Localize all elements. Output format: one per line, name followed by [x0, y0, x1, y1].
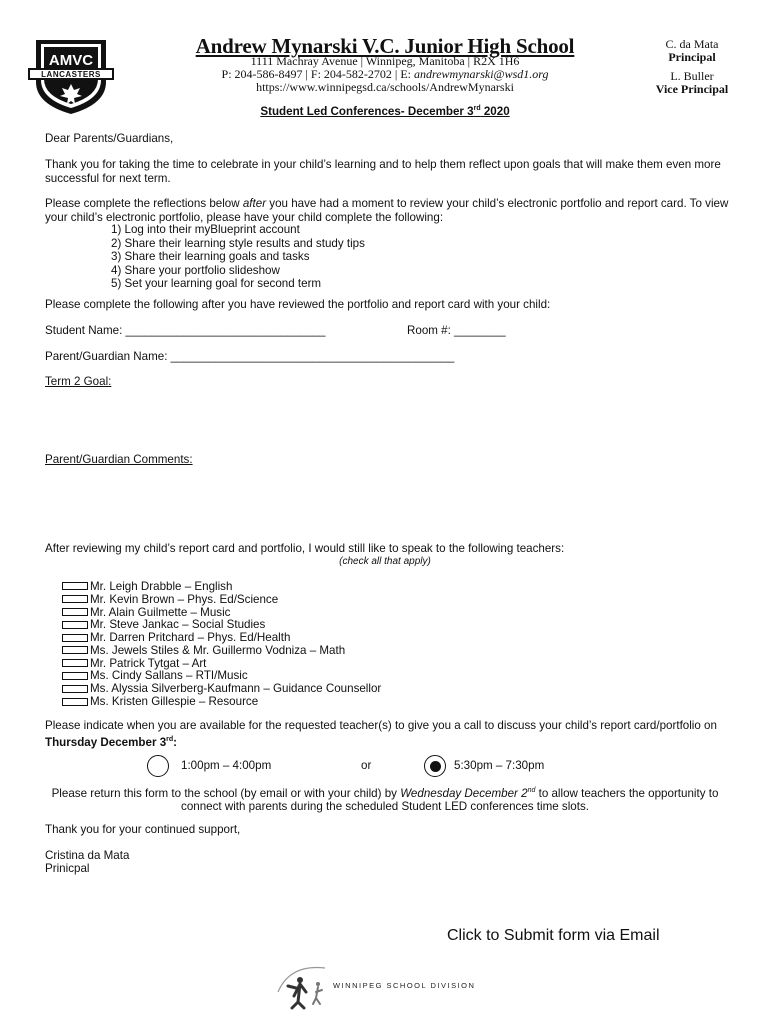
school-website: https://www.winnipegsd.ca/schools/AndrewMynarski — [256, 80, 514, 94]
teacher-checklist — [62, 580, 381, 708]
or-label: or — [361, 759, 372, 772]
signature-name: Cristina da Mata — [45, 849, 130, 862]
checkbox[interactable] — [62, 698, 88, 706]
greeting: Dear Parents/Guardians, — [45, 132, 174, 145]
slot-1-radio[interactable] — [147, 755, 169, 782]
check-note: (check all that apply) — [339, 556, 431, 567]
availability-paragraph: Please indicate when you are available for the requested teacher(s) to give you a call to discuss your child’s report card/portfolio on Thursday December 3rd: — [45, 719, 717, 749]
slot-2-radio[interactable] — [424, 755, 446, 777]
teacher-option[interactable]: Ms. Cindy Sallans – RTI/Music — [62, 670, 381, 683]
teacher-option[interactable]: Ms. Jewels Stiles & Mr. Guillermo Vodniza – Math — [62, 644, 381, 657]
list-item: 5) Set your learning goal for second term — [111, 277, 322, 290]
logo-text-bottom: LANCASTERS — [41, 70, 101, 79]
list-item: 2) Share their learning style results and study tips — [111, 236, 365, 250]
checkbox[interactable] — [62, 621, 88, 629]
comments-label: Parent/Guardian Comments: — [45, 453, 193, 466]
instructions-paragraph: Please complete the reflections below after you have had a moment to review your child’s electronic portfolio and report card. To view your child’s electronic portfolio, please have your child complete the following: — [45, 197, 729, 224]
staff-block — [642, 38, 742, 96]
checkbox[interactable] — [62, 646, 88, 654]
teacher-option[interactable]: Ms. Alyssia Silverberg-Kaufmann – Guidance Counsellor — [62, 682, 381, 695]
school-logo — [28, 34, 114, 116]
room-field[interactable]: Room #: ________ — [407, 324, 506, 337]
page-title: Student Led Conferences- December 3rd 2020 — [260, 105, 510, 118]
phone-fax: P: 204-586-8497 | F: 204-582-2702 | E: — [221, 67, 414, 81]
steps-list — [111, 223, 365, 291]
review-instructions: Please complete the following after you have reviewed the portfolio and report card with your child: — [45, 298, 551, 311]
list-item: 4) Share your portfolio slideshow — [111, 263, 280, 277]
list-item: 1) Log into their myBlueprint account — [111, 223, 300, 236]
checkbox[interactable] — [62, 659, 88, 667]
teacher-option[interactable]: Mr. Patrick Tytgat – Art — [62, 657, 381, 670]
division-name: WINNIPEG SCHOOL DIVISION — [333, 981, 476, 990]
intro-paragraph: Thank you for taking the time to celebrate in your child’s learning and to help them reflect upon goals that will make them even more successful for next term. — [45, 158, 721, 185]
school-email: andrewmynarski@wsd1.org — [413, 67, 549, 81]
vp-name: L. Buller — [670, 69, 714, 83]
term-goal-field[interactable] — [45, 392, 725, 447]
checkbox[interactable] — [62, 672, 88, 680]
school-name: Andrew Mynarski V.C. Junior High School — [195, 34, 575, 58]
parent-name-field[interactable]: Parent/Guardian Name: ____________________________________________ — [45, 350, 455, 363]
checkbox[interactable] — [62, 634, 88, 642]
teacher-option[interactable]: Mr. Darren Pritchard – Phys. Ed/Health — [62, 631, 381, 644]
slot-2-label: 5:30pm – 7:30pm — [454, 759, 545, 772]
checkbox[interactable] — [62, 685, 88, 693]
submit-email-button[interactable]: Click to Submit form via Email — [447, 927, 660, 944]
teachers-intro: After reviewing my child’s report card and portfolio, I would still like to speak to the following teachers: — [45, 542, 565, 555]
teacher-option[interactable]: Mr. Alain Guilmette – Music — [62, 606, 381, 619]
logo-text-top: AMVC — [48, 52, 94, 69]
comments-field[interactable] — [45, 470, 725, 535]
list-item: 3) Share their learning goals and tasks — [111, 250, 310, 263]
signature-role: Prinicpal — [45, 862, 90, 875]
principal-role: Principal — [668, 50, 716, 64]
thanks-text: Thank you for your continued support, — [45, 823, 241, 836]
student-name-field[interactable]: Student Name: _______________________________ — [45, 324, 326, 337]
teacher-option[interactable]: Mr. Kevin Brown – Phys. Ed/Science — [62, 593, 381, 606]
checkbox[interactable] — [62, 582, 88, 590]
checkbox[interactable] — [62, 608, 88, 616]
school-address: 1111 Machray Avenue | Winnipeg, Manitoba | R2X 1H6 — [250, 54, 520, 68]
teacher-option[interactable]: Mr. Leigh Drabble – English — [62, 580, 381, 593]
vp-role: Vice Principal — [655, 82, 729, 96]
teacher-option[interactable]: Mr. Steve Jankac – Social Studies — [62, 618, 381, 631]
slot-1-label: 1:00pm – 4:00pm — [181, 759, 272, 772]
return-paragraph: Please return this form to the school (by email or with your child) by Wednesday December 2nd to allow teachers the opportunity to connect with parents during the scheduled Student LED conferences time slots. — [51, 786, 719, 814]
checkbox[interactable] — [62, 595, 88, 603]
term-goal-label: Term 2 Goal: — [45, 375, 112, 388]
principal-name: C. da Mata — [665, 37, 719, 51]
teacher-option[interactable]: Ms. Kristen Gillespie – Resource — [62, 695, 381, 708]
